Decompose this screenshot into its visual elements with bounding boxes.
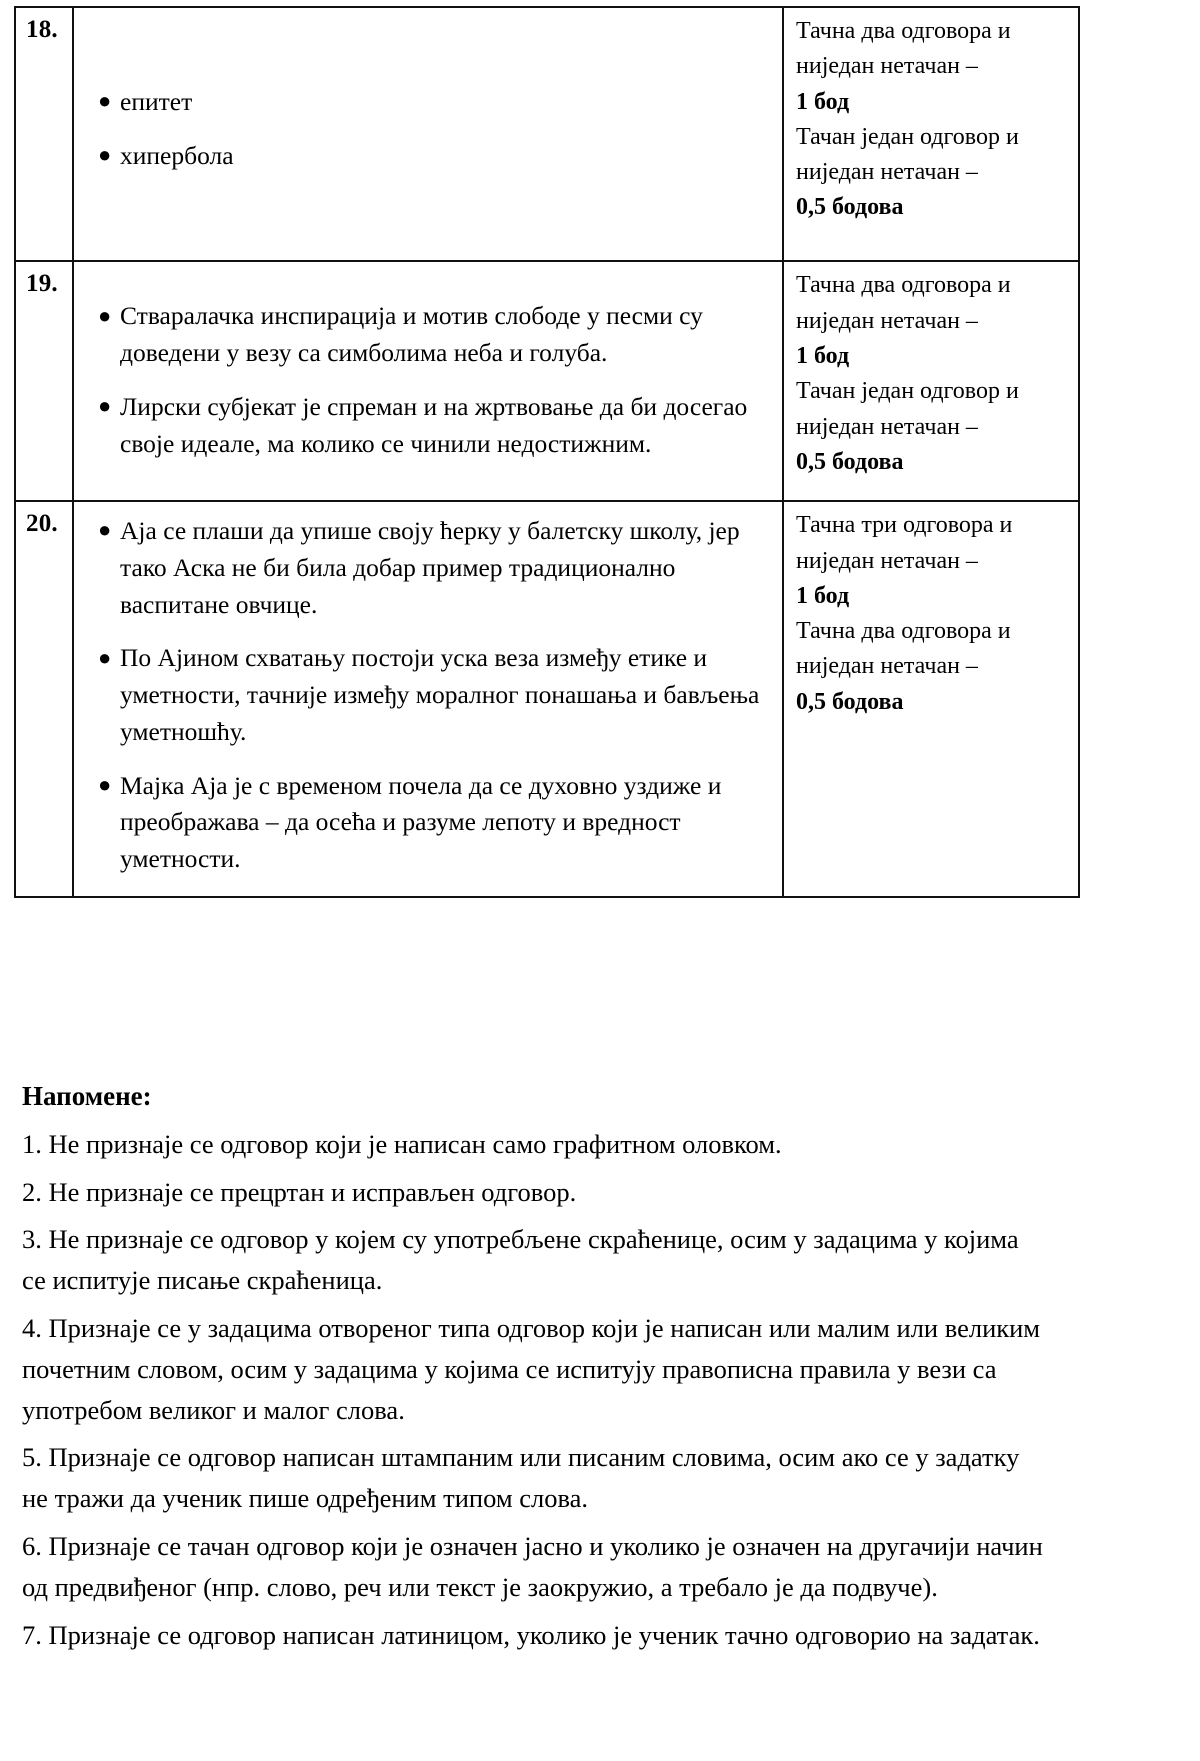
notes-title: Напомене: xyxy=(22,1081,152,1111)
answer-text: Лирски субјекат је спреман и на жртвовање да би досегао своје идеале, ма колико се чинили недостижним. xyxy=(120,391,748,458)
notes-section xyxy=(22,1080,1046,1662)
list-item xyxy=(90,513,764,623)
scoring-cell xyxy=(783,501,1079,896)
scoring-line: ниједан нетачан – xyxy=(796,159,978,186)
scoring-line: Тачна три одговора и xyxy=(796,512,1013,539)
answer-list xyxy=(90,513,776,877)
task-number: 19. xyxy=(26,270,58,298)
answers-cell xyxy=(73,261,783,501)
scoring-points: 1 бод xyxy=(796,342,850,369)
scoring-cell xyxy=(783,7,1079,261)
answer-text: Стваралачка инспирација и мотив слободе у песми су доведени у везу са симболима неба и голуба. xyxy=(120,301,703,368)
scoring-block xyxy=(784,502,1078,730)
answer-text: хипербола xyxy=(120,140,234,170)
notes-list xyxy=(22,1124,1046,1656)
task-number-cell xyxy=(15,261,73,501)
list-item xyxy=(90,84,764,121)
scoring-line: ниједан нетачан – xyxy=(796,653,978,680)
bullet-icon: ● xyxy=(98,88,112,114)
note-item: 7. Признаје се одговор написан латиницом, уколико је ученик тачно одговорио на задатак. xyxy=(22,1619,1040,1650)
scoring-cell xyxy=(783,261,1079,501)
note-item: 1. Не признаје се одговор који је написан само графитном оловком. xyxy=(22,1128,782,1159)
note-item: 4. Признаје се у задацима отвореног типа одговор који је написан или малим или великим почетним словом, осим у задацима у којима се испитују правописна правила у вези са употребом великог и малог слова. xyxy=(22,1312,1041,1425)
scoring-points: 0,5 бодова xyxy=(796,688,904,715)
scoring-line: Тачна два одговора и xyxy=(796,18,1011,44)
note-item: 3. Не признаје се одговор у којем су употребљене скраћенице, осим у задацима у којима се испитује писање скраћеница. xyxy=(22,1224,1019,1296)
scoring-points: 1 бод xyxy=(796,582,850,609)
answer-text: По Ајином схватању постоји уска веза између етике и уметности, тачније између моралног понашања и бављења уметношћу. xyxy=(120,643,760,746)
note-item: 2. Не признаје се прецртан и исправљен одговор. xyxy=(22,1176,577,1207)
bullet-icon: ● xyxy=(98,392,112,418)
answers-cell xyxy=(73,7,783,261)
answers-cell xyxy=(73,501,783,896)
task-number-cell xyxy=(15,7,73,261)
bullet-icon: ● xyxy=(98,517,112,543)
table-row xyxy=(15,261,1079,501)
list-item xyxy=(90,389,764,462)
bullet-icon: ● xyxy=(98,644,112,670)
scoring-points: 0,5 бодова xyxy=(796,194,904,221)
bullet-icon: ● xyxy=(98,141,112,167)
answer-text: Мајка Аја је с временом почела да се духовно уздиже и преображава – да осећа и разуме лепоту и вредност уметности. xyxy=(120,770,722,874)
task-number: 18. xyxy=(26,16,58,43)
answer-text: Аја се плаши да упише своју ћерку у балетску школу, јер тако Аска не би била добар пример традиционално васпитане овчице. xyxy=(120,516,740,619)
note-item: 5. Признаје се одговор написан штампаним или писаним словима, осим ако се у задатку не тражи да ученик пише одређеним типом слова. xyxy=(22,1442,1020,1514)
answer-list xyxy=(90,84,776,174)
task-number: 20. xyxy=(26,510,58,538)
scoring-line: Тачна два одговора и xyxy=(796,272,1011,299)
list-item xyxy=(90,640,764,750)
scoring-points: 0,5 бодова xyxy=(796,448,904,475)
scoring-line: Тачна два одговора и xyxy=(796,618,1011,645)
scoring-block xyxy=(784,262,1078,490)
scoring-line: ниједан нетачан – xyxy=(796,413,978,440)
scoring-line: ниједан нетачан – xyxy=(796,307,978,334)
list-item xyxy=(90,138,764,175)
scoring-line: Тачан један одговор и xyxy=(796,378,1019,405)
list-item xyxy=(90,768,764,878)
bullet-icon: ● xyxy=(98,771,112,797)
scoring-points: 1 бод xyxy=(796,88,850,115)
scoring-block xyxy=(784,8,1078,236)
rubric-table-body xyxy=(15,7,1079,897)
answer-text: епитет xyxy=(120,87,193,116)
scoring-line: ниједан нетачан – xyxy=(796,53,978,80)
scoring-rubric-table xyxy=(14,6,1080,898)
scoring-line: ниједан нетачан – xyxy=(796,547,978,574)
scoring-line: Тачан један одговор и xyxy=(796,123,1019,150)
answer-list xyxy=(90,298,776,462)
table-row xyxy=(15,7,1079,261)
note-item: 6. Признаје се тачан одговор који је означен јасно и уколико је означен на другачији начин од предвиђеног (нпр. слово, реч или текст је заокружио, а требало је да подвуче). xyxy=(22,1530,1043,1602)
task-number-cell xyxy=(15,501,73,896)
list-item xyxy=(90,298,764,371)
bullet-icon: ● xyxy=(98,302,112,328)
table-row xyxy=(15,501,1079,896)
